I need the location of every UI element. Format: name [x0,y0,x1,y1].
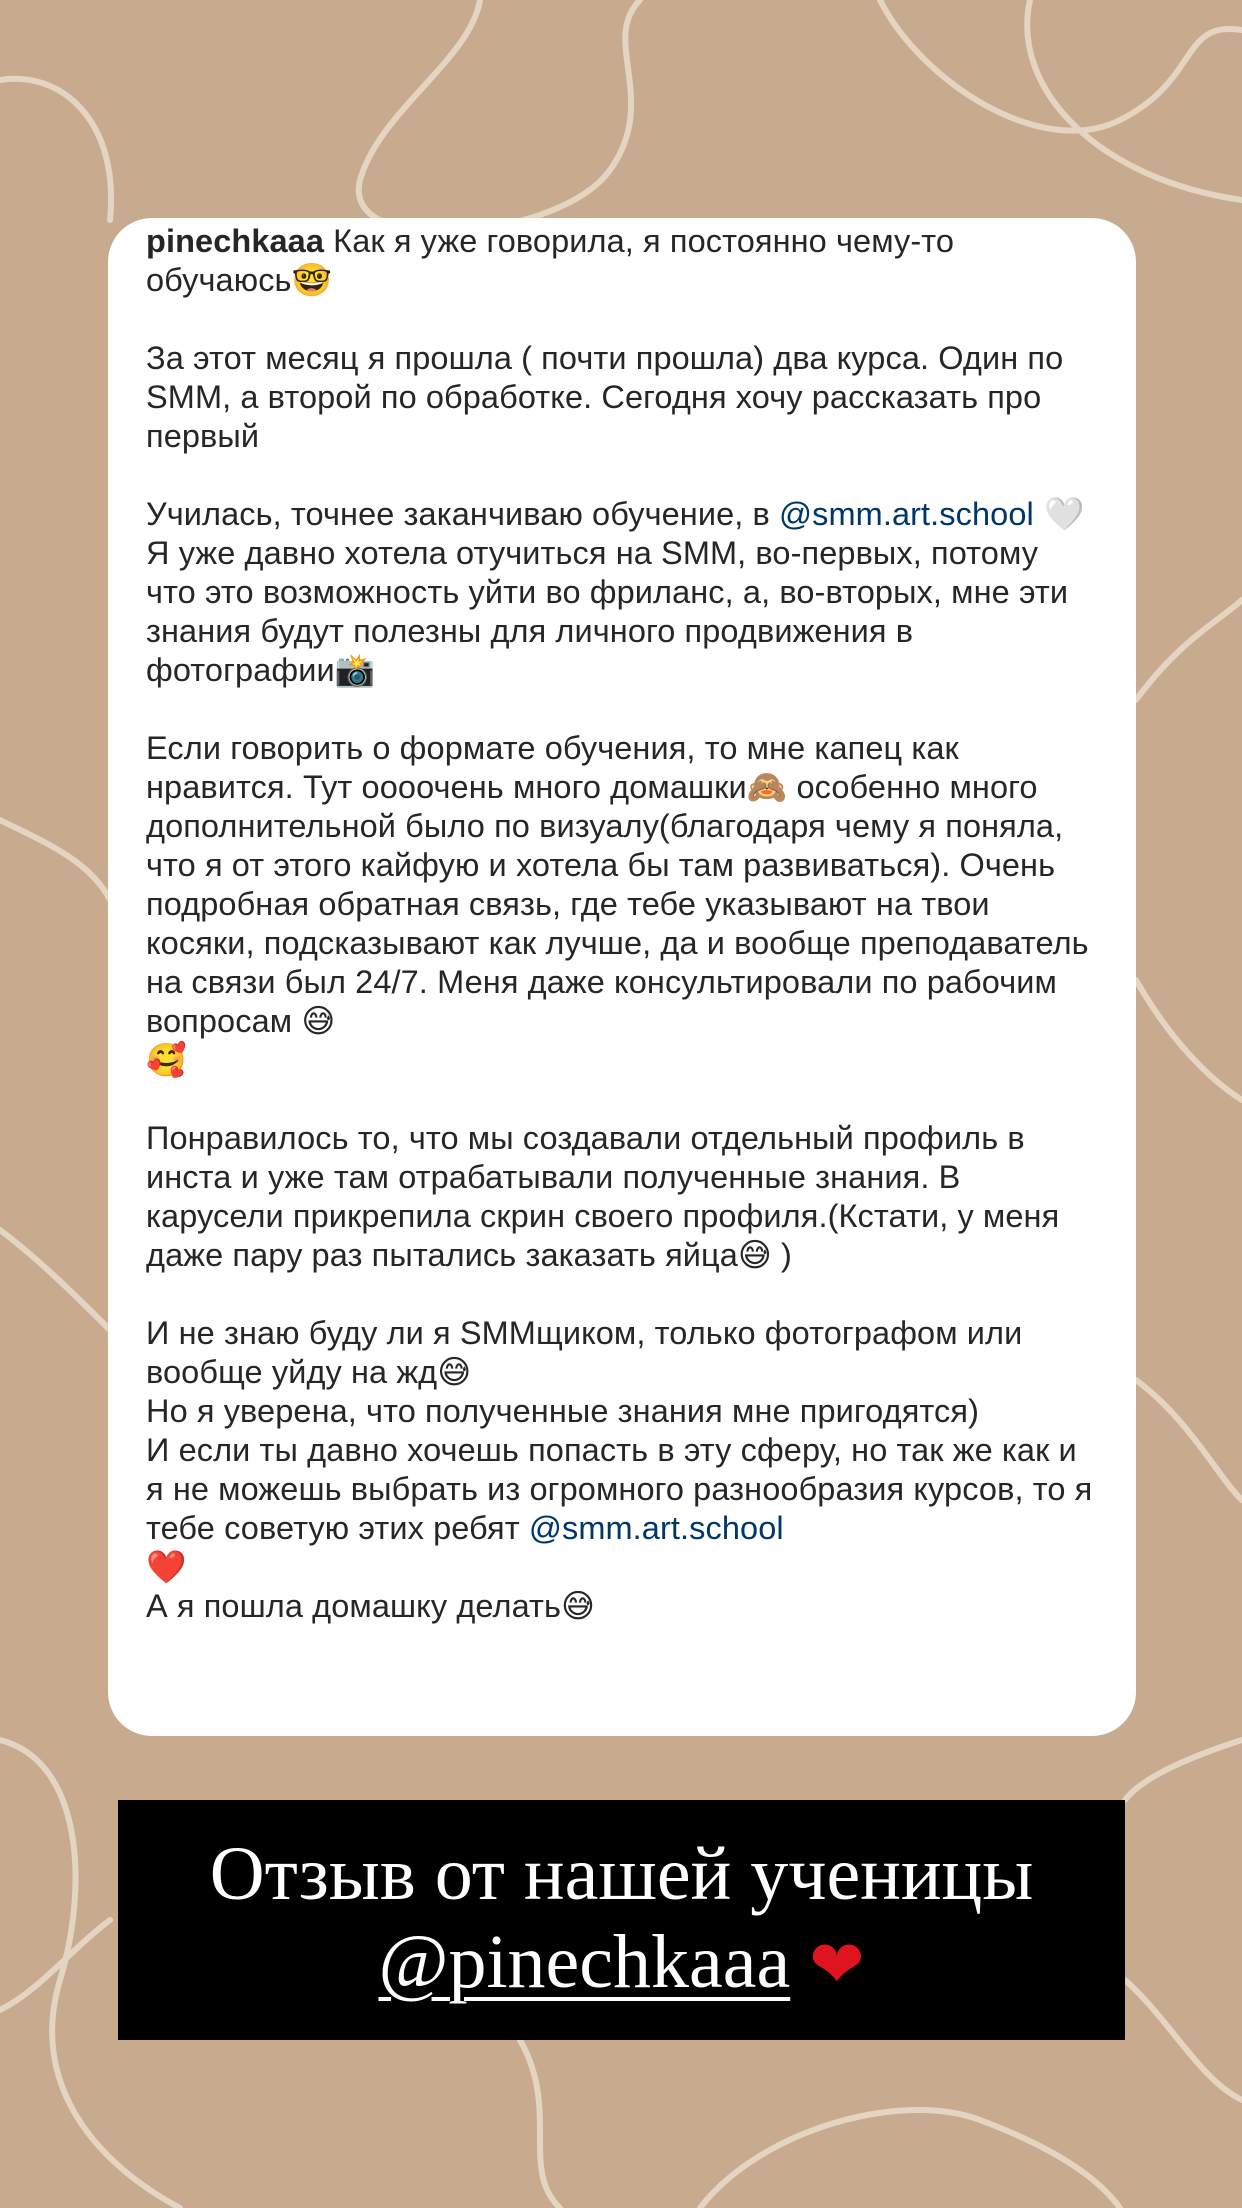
sweat-smile-emoji: 😅 [561,1587,596,1625]
camera-flash-emoji: 📸 [334,651,376,689]
bg-line [1125,1980,1242,2100]
banner-title: Отзыв от нашей ученицы [209,1832,1034,1916]
mention-smm-art-school[interactable]: @smm.art.school [779,496,1034,532]
red-heart-emoji: ❤️ [146,1548,187,1586]
banner-mention-pinechkaaa[interactable]: @pinechkaaa [378,1920,791,2004]
bg-line [520,2040,560,2208]
bg-line [0,820,110,900]
sweat-smile-emoji: 😅 [737,1236,772,1274]
bg-line [1136,1380,1242,1500]
author-username[interactable]: pinechkaaa [146,223,325,259]
bg-line [1125,1740,1242,1800]
bg-line [700,2110,1120,2208]
caption-paragraph-2: За этот месяц я прошла ( почти прошла) два курса. Один по SMM, а второй по обработке. Сегодня хочу рассказать про первый [146,340,1064,454]
mention-smm-art-school[interactable]: @smm.art.school [528,1510,784,1546]
nerd-face-emoji: 🤓 [291,261,333,299]
white-heart-emoji: 🤍 [1033,495,1085,533]
post-caption-card [108,218,1136,1736]
caption-paragraph-3: Училась, точнее заканчиваю обучение, в @smm.art.school 🤍Я уже давно хотела отучиться на SMM, во-первых, потому что это возможность уйти во фриланс, а, во-вторых, мне эти знания будут полезны для личного продвижения в фотографии📸 [146,495,1085,689]
bg-line [1136,600,1242,700]
review-banner [118,1800,1125,2040]
sweat-smile-emoji: 😅 [301,1002,336,1040]
caption-paragraph-5: Понравилось то, что мы создавали отдельный профиль в инста и уже там отрабатывали полученные знания. В карусели прикрепила скрин своего профиля.(Кстати, у меня даже пару раз пытались заказать яйца😅 ) [146,1120,1060,1274]
caption-paragraph-6: И не знаю буду ли я SMMщиком, только фотографом или вообще уйду на жд😅 Но я уверена, что полученные знания мне пригодятся) И если ты давно хочешь попасть в эту сферу, но так же как и я не можешь выбрать из огромного разнообразия курсов, то я тебе советую этих ребят @smm.art.school ❤️ А я пошла домашку делать😅 [146,1315,1093,1625]
see-no-evil-monkey-emoji: 🙈 [746,768,788,806]
smiling-face-with-hearts-emoji: 🥰 [146,1041,187,1079]
sweat-smile-emoji: 😅 [437,1353,472,1391]
caption-paragraph-1: pinechkaaa Как я уже говорила, я постоянно чему-то обучаюсь🤓 [146,223,955,299]
bg-line [0,1230,110,1330]
heart-icon: ❤ [809,1926,865,2003]
bg-line [359,0,640,232]
caption-paragraph-4: Если говорить о формате обучения, то мне капец как нравится. Тут оооочень много домашки🙈 особенно много дополнительной было по визуалу(благодаря чему я поняла, что я от этого кайфую и хотела бы там развиваться). Очень подробная обратная связь, где тебе указывают на твои косяки, подсказывают как лучше, да и вообще преподаватель на связи был 24/7. Меня даже консультировали по рабочим вопросам 😅 🥰 [146,730,1089,1079]
banner-handle-line [118,1918,1125,2009]
bg-line [0,79,111,220]
bg-line [1136,980,1242,1100]
